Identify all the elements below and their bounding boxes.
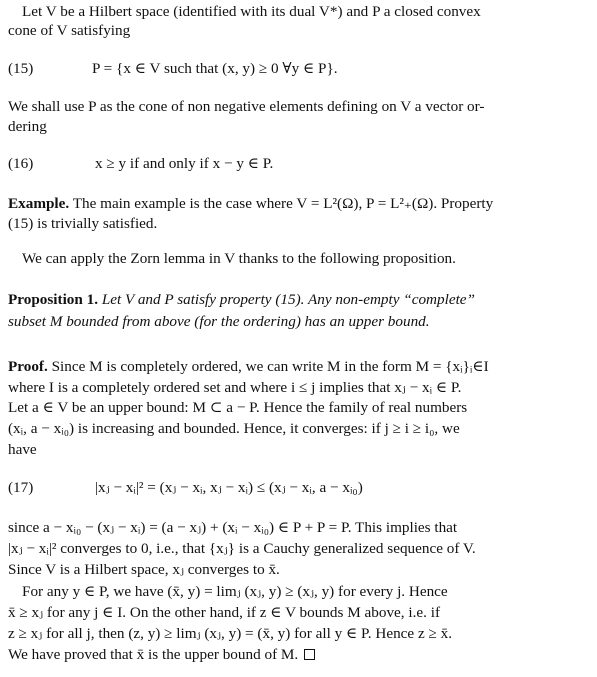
equation-17-number: (17) — [8, 479, 34, 496]
proof-line-1 — [8, 357, 583, 376]
equation-16: x ≥ y if and only if x − y ∈ P. — [95, 155, 274, 172]
proposition-label: Proposition 1. — [8, 291, 99, 308]
proposition-text: Let V and P satisfy property (15). Any non-empty “complete” — [101, 291, 475, 308]
qed-square-icon — [304, 649, 315, 660]
proof-line-3: Let a ∈ V be an upper bound: M ⊂ a − P. Hence the family of real numbers — [8, 399, 468, 416]
equation-15: P = {x ∈ V such that (x, y) ≥ 0 ∀y ∈ P}. — [92, 60, 338, 77]
final-line-4 — [8, 645, 583, 664]
final-line-4-text: We have proved that x̄ is the upper bound of M. — [8, 646, 299, 663]
equation-17: |xⱼ − xᵢ|² = (xⱼ − xᵢ, xⱼ − xᵢ) ≤ (xⱼ − xᵢ, a − xᵢ₀) — [95, 479, 363, 496]
after-17-line-2: |xⱼ − xᵢ|² converges to 0, i.e., that {xⱼ} is a Cauchy generalized sequence of V. — [8, 540, 476, 557]
equation-16-number: (16) — [8, 155, 34, 172]
proof-label: Proof. — [8, 358, 48, 375]
proof-line-2: where I is a completely ordered set and where i ≤ j implies that xⱼ − xᵢ ∈ P. — [8, 379, 462, 396]
zorn-sentence: We can apply the Zorn lemma in V thanks to the following proposition. — [22, 250, 456, 267]
example-line-2: (15) is trivially satisfied. — [8, 215, 158, 232]
example-line-1 — [8, 194, 583, 213]
intro-line-2: cone of V satisfying — [8, 22, 131, 39]
intro-line-1: Let V be a Hilbert space (identified with its dual V*) and P a closed convex — [22, 3, 481, 20]
equation-15-number: (15) — [8, 60, 34, 77]
proof-line-5: have — [8, 441, 37, 458]
final-line-2: x̄ ≥ xⱼ for any j ∈ I. On the other hand, if z ∈ V bounds M above, i.e. if — [8, 604, 441, 621]
proposition-line-2: subset M bounded from above (for the ordering) has an upper bound. — [8, 313, 430, 330]
final-line-3: z ≥ xⱼ for all j, then (z, y) ≥ limⱼ (xⱼ, y) = (x̄, y) for all y ∈ P. Hence z ≥ x̄. — [8, 625, 453, 642]
ordering-line-2: dering — [8, 118, 47, 135]
after-17-line-1: since a − xᵢ₀ − (xⱼ − xᵢ) = (a − xⱼ) + (xᵢ − xᵢ₀) ∈ P + P = P. This implies that — [8, 519, 458, 536]
example-label: Example. — [8, 195, 70, 212]
proposition-line-1 — [8, 290, 583, 309]
after-17-line-3: Since V is a Hilbert space, xⱼ converges to x̄. — [8, 561, 280, 578]
example-text: The main example is the case where V = L²(Ω), P = L²₊(Ω). Property — [72, 195, 494, 212]
ordering-line-1: We shall use P as the cone of non negative elements defining on V a vector or- — [8, 98, 485, 115]
final-line-1: For any y ∈ P, we have (x̄, y) = limⱼ (xⱼ, y) ≥ (xⱼ, y) for every j. Hence — [22, 583, 448, 600]
proof-text: Since M is completely ordered, we can write M in the form M = {xᵢ}ᵢ∈I — [51, 358, 489, 375]
proof-line-4: (xᵢ, a − xᵢ₀) is increasing and bounded. Hence, it converges: if j ≥ i ≥ i₀, we — [8, 420, 460, 437]
